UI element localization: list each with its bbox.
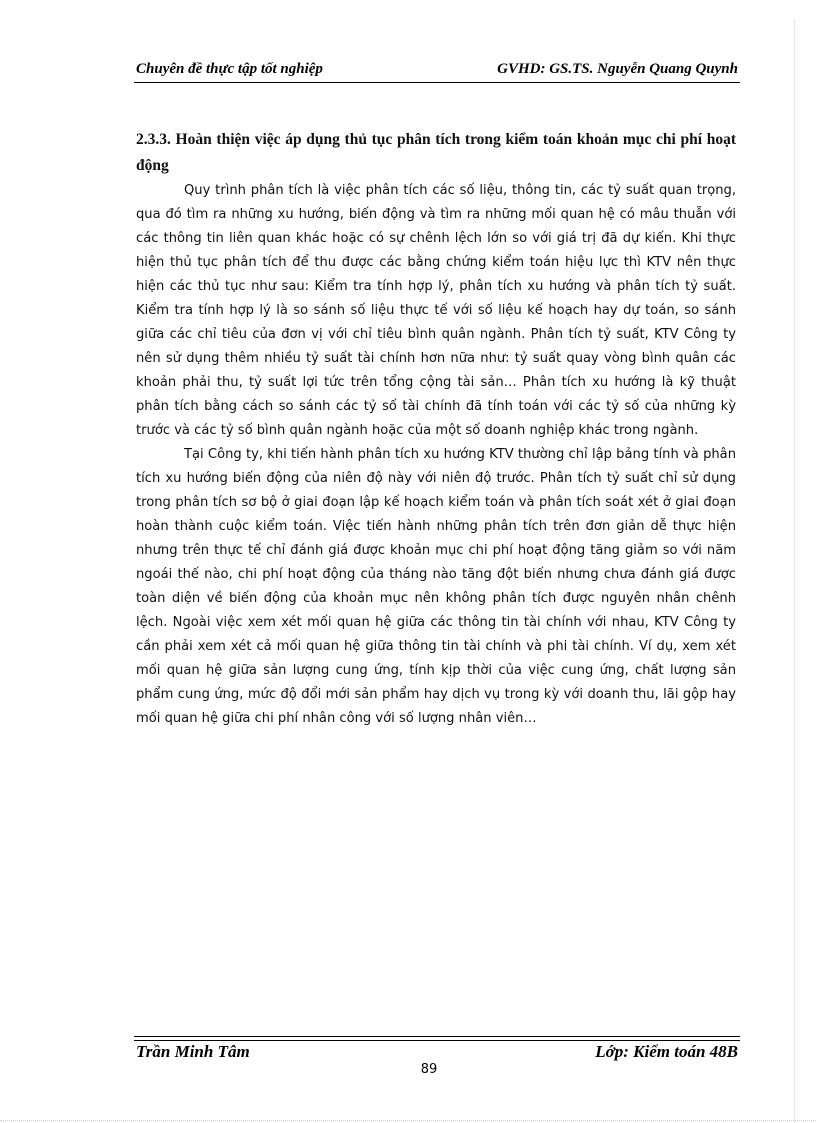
page-number: 89 — [420, 1062, 438, 1077]
header-divider — [134, 82, 740, 83]
page-edge-bottom — [0, 1120, 816, 1121]
footer-divider-bottom — [134, 1040, 740, 1041]
header-supervisor: GVHD: GS.TS. Nguyễn Quang Quynh — [497, 61, 738, 77]
section-heading: 2.3.3. Hoàn thiện việc áp dụng thủ tục phân tích trong kiểm toán khoản mục chi phí hoạt động — [136, 131, 736, 174]
document-body — [136, 127, 736, 731]
page-edge-right — [794, 20, 796, 1123]
header-document-type: Chuyên đề thực tập tốt nghiệp — [136, 61, 323, 77]
footer-divider-top — [134, 1036, 740, 1037]
footer-class: Lớp: Kiểm toán 48B — [595, 1042, 738, 1061]
body-paragraph: Quy trình phân tích là việc phân tích các số liệu, thông tin, các tỷ suất quan trọng, qua đó tìm ra những xu hướng, biến động và tìm ra những mối quan hệ có mâu thuẫn với các thông tin liên quan khác hoặc có sự chênh lệch lớn so với giá trị đã dự kiến. Khi thực hiện thủ tục phân tích để thu được các bằng chứng kiểm toán hiệu lực thì KTV nên thực hiện các thủ tục như sau: Kiểm tra tính hợp lý, phân tích xu hướng và phân tích tỷ suất. Kiểm tra tính hợp lý là so sánh số liệu thực tế với số liệu kế hoạch hay dự toán, so sánh giữa các chỉ tiêu của đơn vị với chỉ tiêu bình quân ngành. Phân tích tỷ suất, KTV Công ty nên sử dụng thêm nhiều tỷ suất tài chính hơn nữa như: tỷ suất quay vòng bình quân các khoản phải thu, tỷ suất lợi tức trên tổng cộng tài sản… Phân tích xu hướng là kỹ thuật phân tích bằng cách so sánh các tỷ số tài chính đã tính toán với các tỷ số của những kỳ trước và các tỷ số bình quân ngành hoặc của một số doanh nghiệp khác trong ngành. — [136, 183, 736, 438]
body-paragraph: Tại Công ty, khi tiến hành phân tích xu hướng KTV thường chỉ lập bảng tính và phân tích xu hướng biến động của niên độ này với niên độ trước. Phân tích tỷ suất chỉ sử dụng trong phân tích sơ bộ ở giai đoạn lập kế hoạch kiểm toán và phân tích soát xét ở giai đoạn hoàn thành cuộc kiểm toán. Việc tiến hành những phân tích trên đơn giản dễ thực hiện nhưng trên thực tế chỉ đánh giá được khoản mục chi phí hoạt động tăng giảm so với năm ngoái thế nào, chi phí hoạt động của tháng nào tăng đột biến nhưng chưa đánh giá được toàn diện về biến động của khoản mục nên không phân tích được nguyên nhân chênh lệch. Ngoài việc xem xét mối quan hệ giữa các thông tin tài chính với nhau, KTV Công ty cần phải xem xét cả mối quan hệ giữa thông tin tài chính và phi tài chính. Ví dụ, xem xét mối quan hệ giữa sản lượng cung ứng, tính kịp thời của việc cung ứng, chất lượng sản phẩm cung ứng, mức độ đổi mới sản phẩm hay dịch vụ trong kỳ với doanh thu, lãi gộp hay mối quan hệ giữa chi phí nhân công với số lượng nhân viên… — [136, 447, 736, 726]
page-header — [134, 59, 740, 83]
footer-author: Trần Minh Tâm — [136, 1042, 250, 1061]
